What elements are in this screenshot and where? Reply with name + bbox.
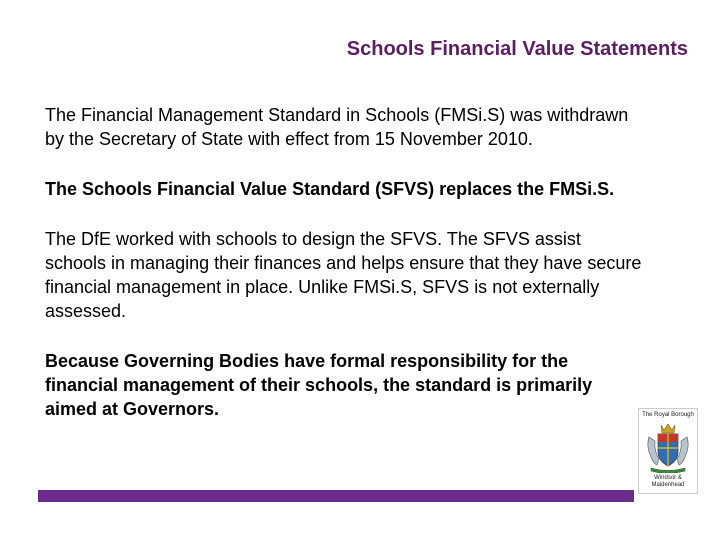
paragraph-governors: Because Governing Bodies have formal responsibility for the financial management of their schools, the standard is primarily aimed at Governors. bbox=[45, 351, 593, 419]
logo-top-text: The Royal Borough bbox=[642, 412, 694, 418]
logo-bottom-text: Windsor & Maidenhead bbox=[651, 475, 685, 488]
coat-of-arms-icon bbox=[643, 421, 693, 473]
slide-title: Schools Financial Value Statements bbox=[346, 38, 688, 60]
paragraph-dfe-design: The DfE worked with schools to design the SFVS. The SFVS assist schools in managing their finances and helps ensure that they have secure financial management in place. Unlike FMSi.S, SFVS is not externally assessed. bbox=[45, 229, 642, 321]
footer-bar bbox=[38, 490, 634, 502]
paragraph-sfvs-replaces: The Schools Financial Value Standard (SFVS) replaces the FMSi.S. bbox=[45, 179, 615, 199]
slide-body bbox=[45, 103, 645, 447]
paragraph-fmsis-withdrawn: The Financial Management Standard in Schools (FMSi.S) was withdrawn by the Secretary of State with effect from 15 November 2010. bbox=[45, 105, 629, 149]
royal-borough-logo bbox=[638, 408, 698, 494]
